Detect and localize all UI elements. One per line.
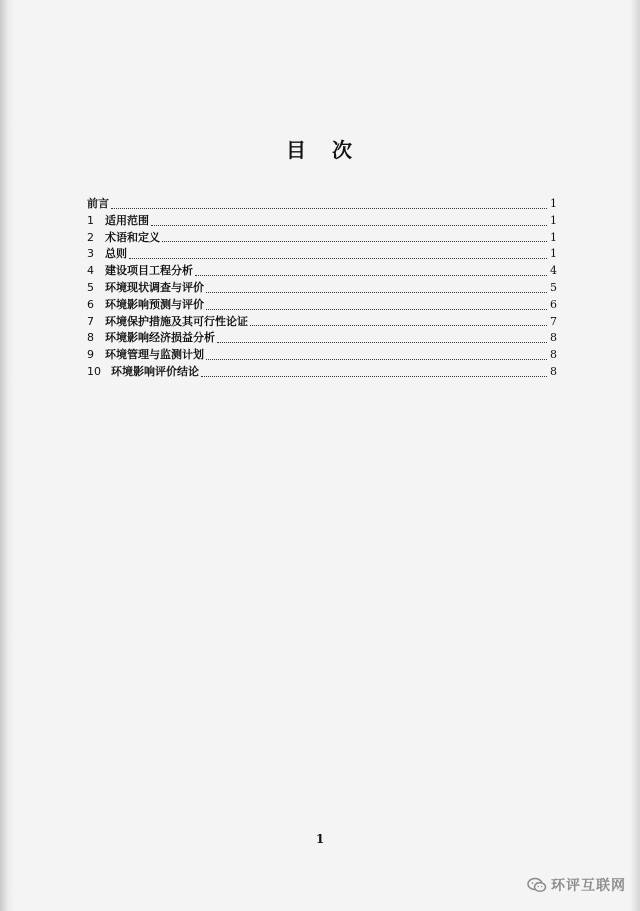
toc-leader-dots [111, 208, 547, 209]
toc-entry-10[interactable] [87, 364, 557, 381]
toc-leader-dots [195, 275, 547, 276]
toc-entry-number: 5 [87, 280, 94, 294]
toc-entry-label: 术语和定义 [105, 230, 160, 244]
toc-entry-page: 8 [550, 348, 557, 362]
wechat-icon [527, 877, 547, 893]
watermark [527, 875, 626, 895]
toc-entry-number: 3 [87, 247, 94, 261]
toc-leader-dots [206, 292, 547, 293]
toc-title [0, 134, 640, 163]
toc-entry-9[interactable] [87, 347, 557, 364]
toc-title-char-2: 次 [332, 138, 354, 162]
toc-entry-label: 建设项目工程分析 [105, 264, 193, 278]
table-of-contents [87, 196, 557, 381]
toc-entry-label: 环境影响评价结论 [111, 364, 199, 378]
toc-entry-page: 5 [550, 280, 557, 294]
toc-leader-dots [129, 258, 547, 259]
toc-entry-label: 总则 [105, 247, 127, 261]
toc-entry-number: 2 [87, 230, 94, 244]
toc-entry-2[interactable] [87, 230, 557, 247]
toc-leader-dots [151, 225, 547, 226]
toc-entry-page: 8 [550, 364, 557, 378]
toc-entry-8[interactable] [87, 330, 557, 347]
toc-entry-5[interactable] [87, 280, 557, 297]
toc-entry-page: 1 [550, 197, 557, 210]
toc-entry-preface[interactable] [87, 196, 557, 213]
page-number: 1 [315, 832, 325, 846]
toc-entry-6[interactable] [87, 297, 557, 314]
toc-leader-dots [206, 309, 547, 310]
toc-entry-page: 7 [550, 314, 557, 328]
watermark-text: 环评互联网 [551, 878, 626, 894]
toc-entry-label: 环境保护措施及其可行性论证 [105, 314, 248, 328]
toc-entry-number: 7 [87, 314, 94, 328]
toc-entry-page: 1 [550, 230, 557, 244]
toc-entry-number: 8 [87, 331, 94, 345]
toc-entry-number: 6 [87, 297, 94, 311]
toc-entry-4[interactable] [87, 263, 557, 280]
toc-entry-number: 10 [87, 364, 101, 378]
toc-entry-label: 环境影响预测与评价 [105, 297, 204, 311]
toc-entry-number: 1 [87, 213, 94, 227]
toc-entry-7[interactable] [87, 314, 557, 331]
toc-entry-label: 适用范围 [105, 213, 149, 227]
toc-entry-label: 环境现状调查与评价 [105, 280, 204, 294]
toc-leader-dots [250, 325, 547, 326]
toc-entry-page: 6 [550, 297, 557, 311]
toc-title-char-1: 目 [286, 138, 308, 162]
toc-entry-number: 9 [87, 348, 94, 362]
toc-entry-page: 1 [550, 213, 557, 227]
toc-entry-page: 1 [550, 247, 557, 261]
toc-leader-dots [162, 241, 547, 242]
toc-entry-number: 4 [87, 264, 94, 278]
toc-entry-3[interactable] [87, 246, 557, 263]
toc-entry-1[interactable] [87, 213, 557, 230]
toc-entry-label: 前言 [87, 197, 109, 210]
toc-entry-page: 4 [550, 264, 557, 278]
toc-leader-dots [217, 342, 547, 343]
toc-entry-page: 8 [550, 331, 557, 345]
toc-entry-label: 环境管理与监测计划 [105, 348, 204, 362]
toc-entry-label: 环境影响经济损益分析 [105, 331, 215, 345]
toc-leader-dots [201, 376, 547, 377]
toc-leader-dots [206, 359, 547, 360]
